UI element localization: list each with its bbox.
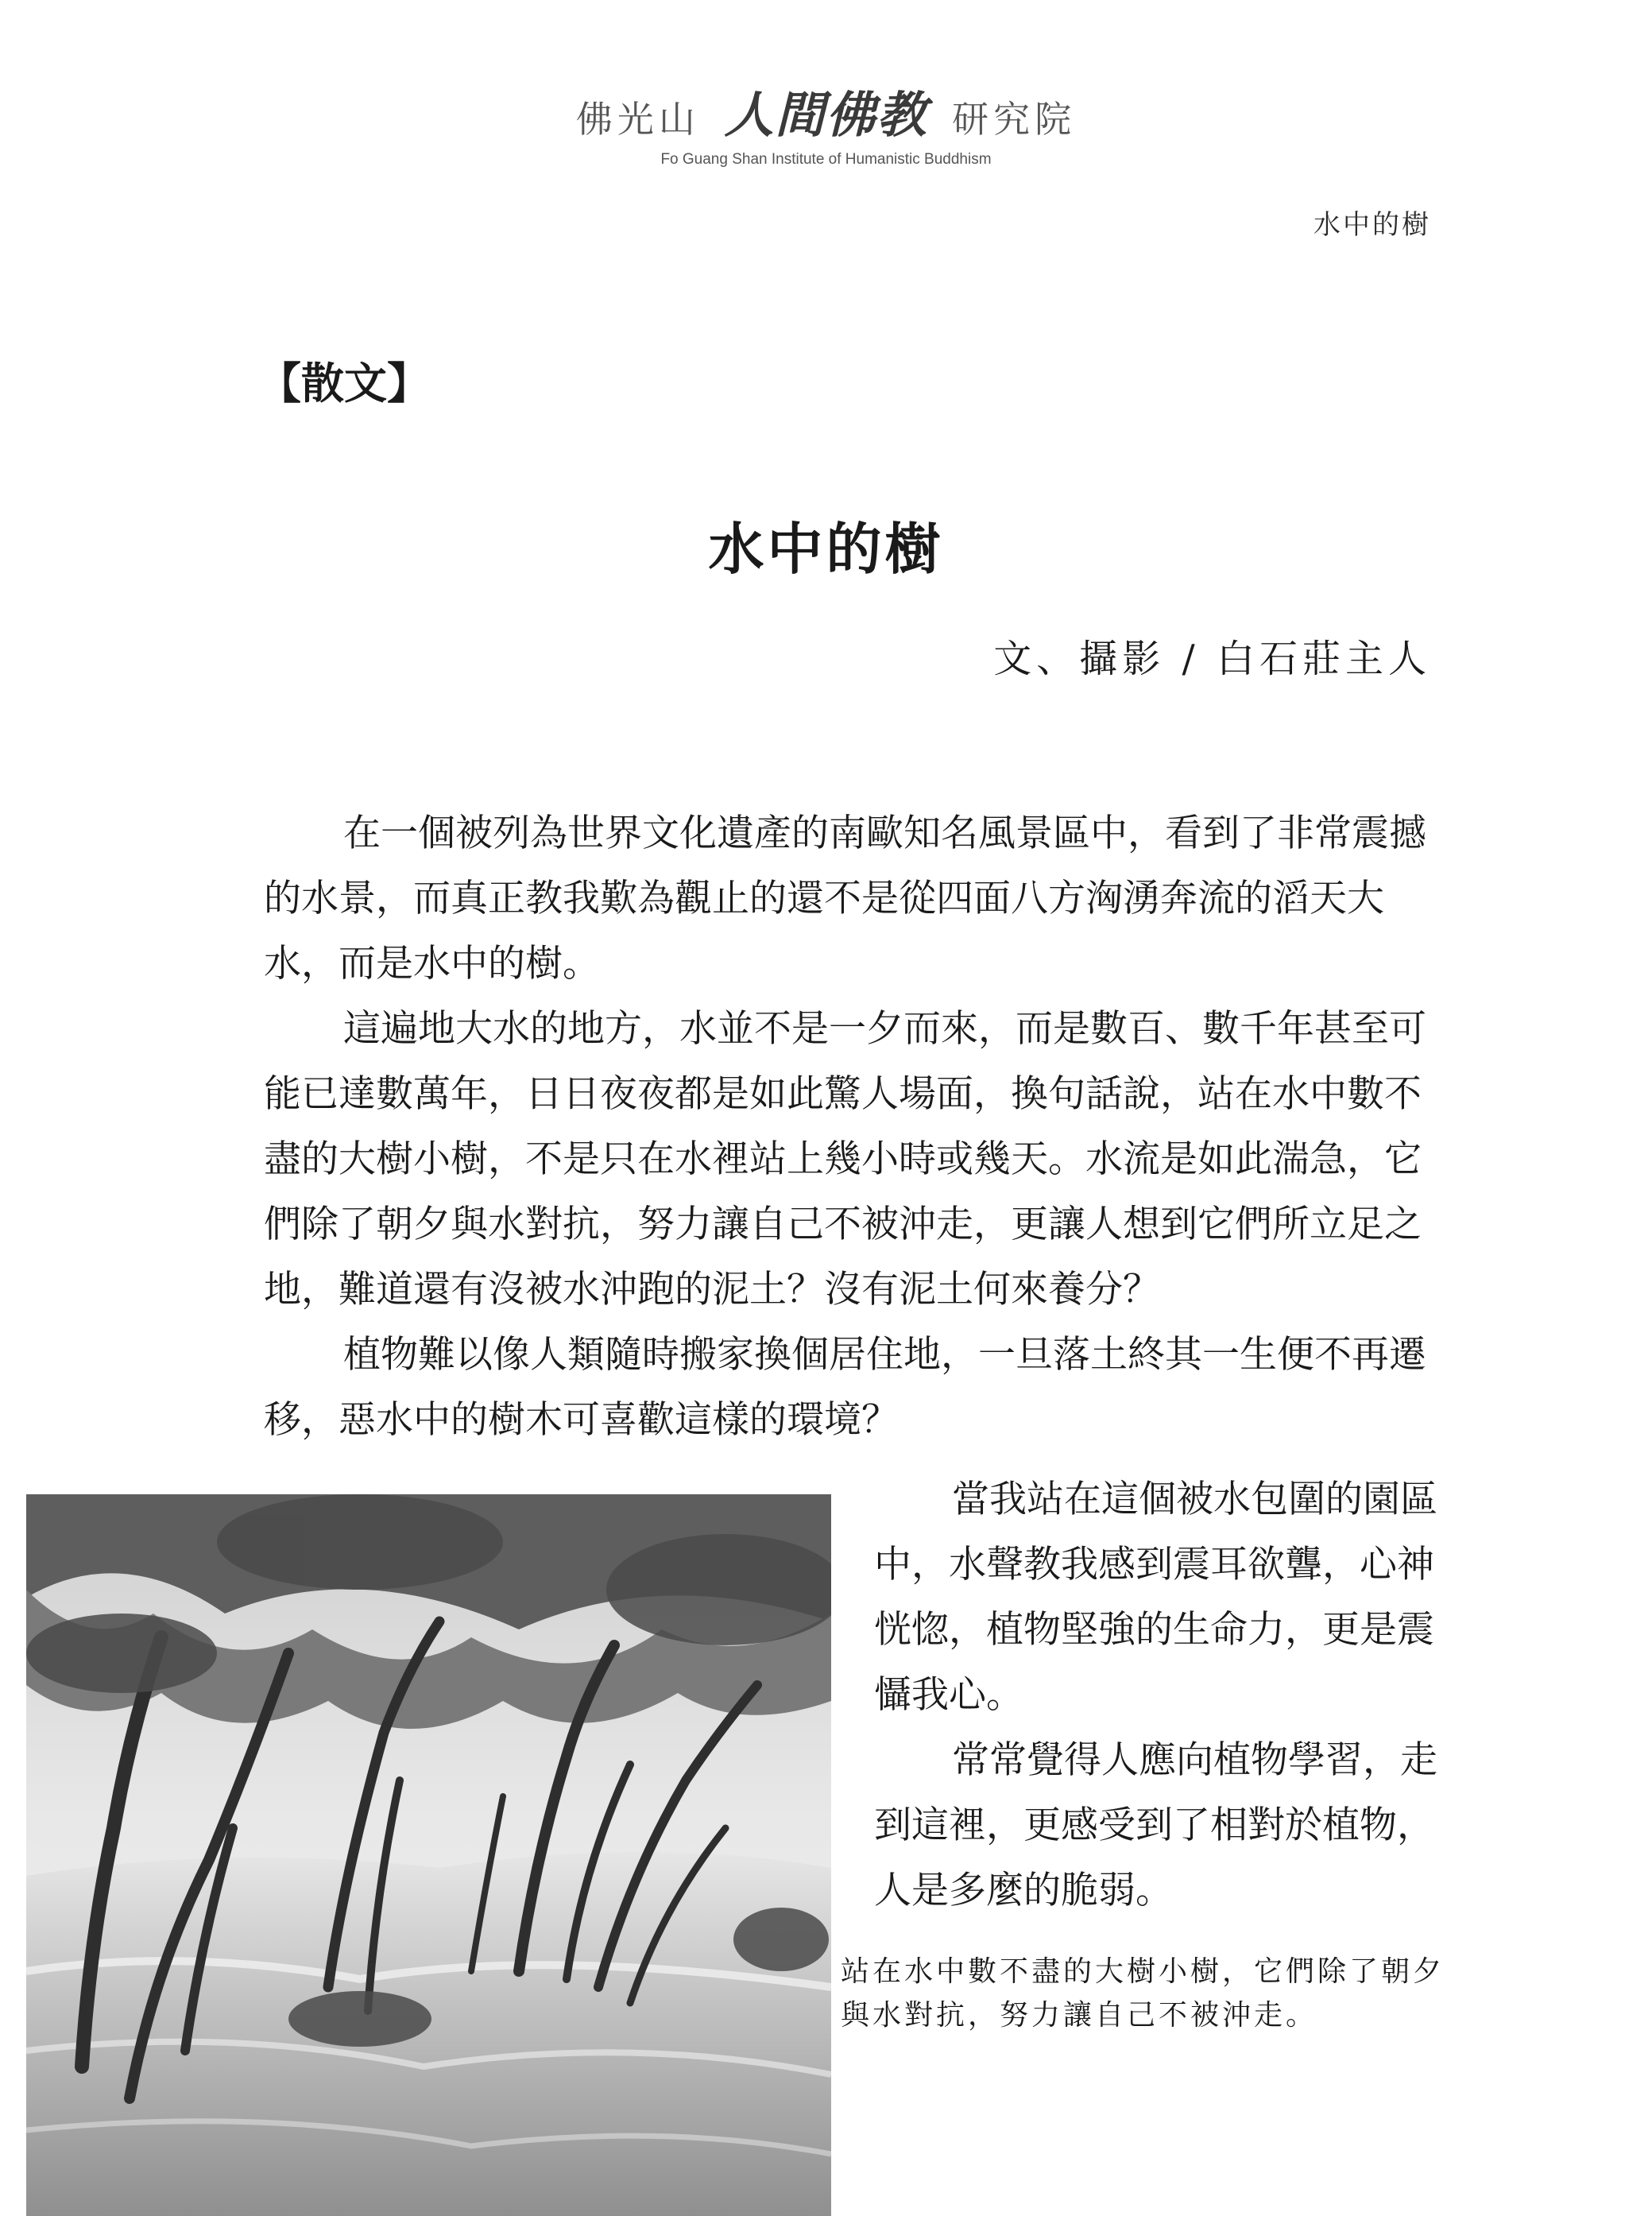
side-paragraph: 常常覺得人應向植物學習，走到這裡，更感受到了相對於植物，人是多麼的脆弱。 [874,1738,1437,1912]
leaf-cluster [733,1908,829,1971]
institute-brand-logotype: 人間佛教 [724,86,928,144]
side-paragraph: 當我站在這個被水包圍的園區中，水聲教我感到震耳欲聾，心神恍惚，植物堅強的生命力，更是震懾我心。 [874,1478,1437,1717]
article-title: 水中的樹 [708,516,944,582]
trees-in-water-illustration [26,1494,831,2216]
body-paragraph: 這遍地大水的地方，水並不是一夕而來，而是數百、數千年甚至可能已達數萬年，日日夜夜都是如此驚人場面，換句話說，站在水中數不盡的大樹小樹，不是只在水裡站上幾小時或幾天。水流是如此湍急，它們除了朝夕與水對抗，努力讓自己不被沖走，更讓人想到它們所立足之地，難道還有沒被水沖跑的泥土？沒有泥土何來養分？ [264,1007,1426,1311]
leaf-cluster [288,1991,431,2047]
body-paragraph: 植物難以像人類隨時搬家換個居住地，一旦落土終其一生便不再遷移，惡水中的樹木可喜歡這樣的環境？ [264,1333,1426,1442]
institute-english-name: Fo Guang Shan Institute of Humanistic Buddhism [660,151,992,168]
leaf-cluster [26,1614,217,1693]
institute-name-left: 佛光山 [575,98,700,141]
side-column-text [874,1467,1438,1924]
leaf-cluster [217,1494,503,1590]
institute-name [0,76,1652,146]
running-head: 水中的樹 [1313,209,1431,241]
body-paragraph: 在一個被列為世界文化遺產的南歐知名風景區中，看到了非常震撼的水景，而真正教我歎為觀止的還不是從四面八方洶湧奔流的滔天大水，而是水中的樹。 [264,812,1426,986]
institute-name-right: 研究院 [952,98,1077,141]
byline: 文、攝影 / 白石莊主人 [993,637,1431,681]
photo-caption: 站在水中數不盡的大樹小樹，它們除了朝夕與水對抗，努力讓自己不被沖走。 [841,1955,1445,2032]
institute-header [0,76,1652,169]
trees-in-water-photo [26,1494,831,2216]
article-body [264,801,1432,1453]
category-label: 【散文】 [258,358,430,409]
